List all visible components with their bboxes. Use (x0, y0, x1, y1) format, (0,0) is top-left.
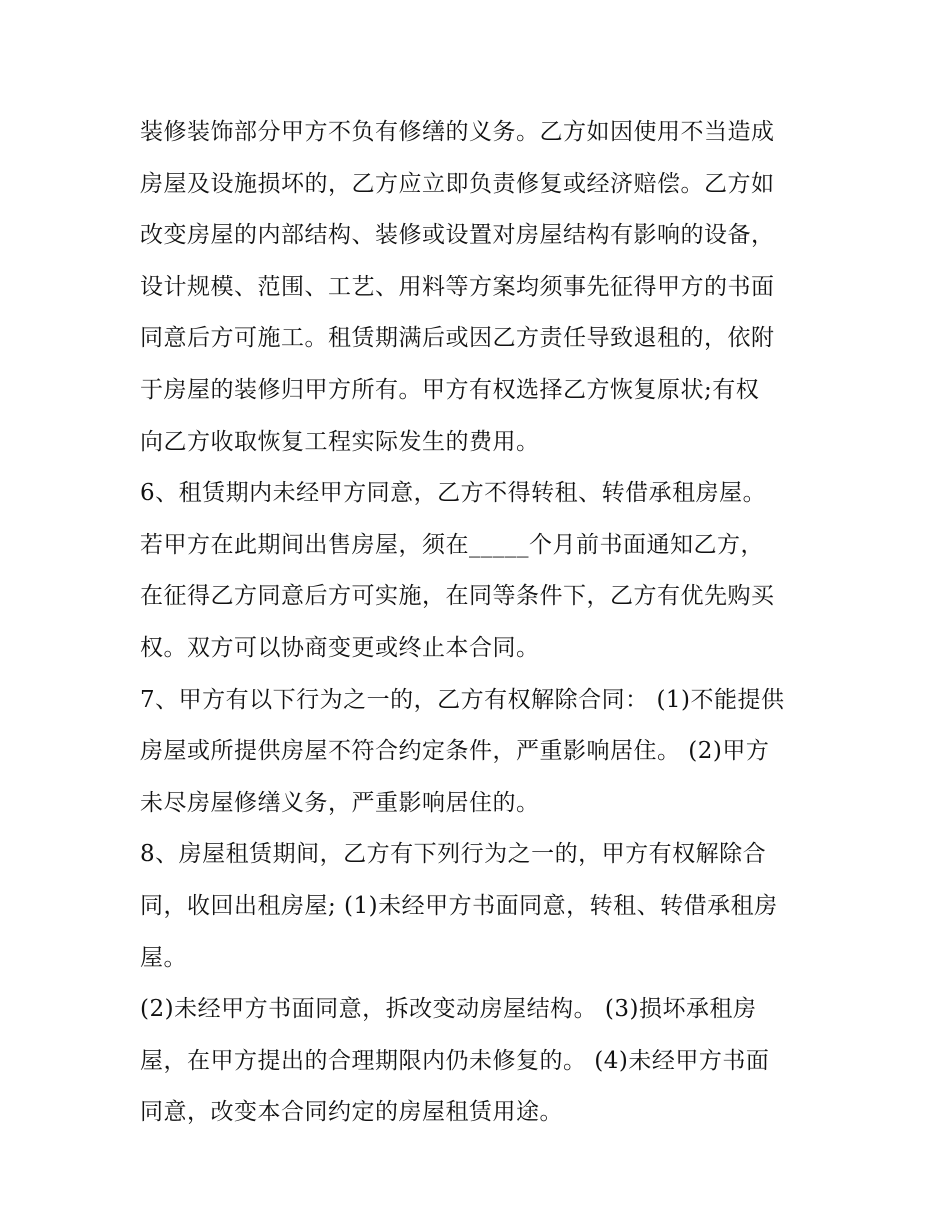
text-line: 改变房屋的内部结构、装修或设置对房屋结构有影响的设备， (140, 222, 775, 249)
text-line: 设计规模、范围、工艺、用料等方案均须事先征得甲方的书面 (140, 273, 775, 300)
clause-6-line: 6、租赁期内未经甲方同意，乙方不得转租、转借承租房屋。 (140, 480, 767, 507)
text-line: 房屋或所提供房屋不符合约定条件，严重影响居住。 (2)甲方 (140, 738, 770, 765)
text-line: 房屋及设施损坏的，乙方应立即负责修复或经济赔偿。乙方如 (140, 170, 775, 197)
text-line: 若甲方在此期间出售房屋，须在_____个月前书面通知乙方， (140, 531, 764, 558)
clause-8-line: 8、房屋租赁期间，乙方有下列行为之一的，甲方有权解除合 (140, 841, 767, 868)
document-body (140, 112, 820, 1144)
text-line: 权。双方可以协商变更或终止本合同。 (140, 634, 540, 661)
text-line: 在征得乙方同意后方可实施，在同等条件下，乙方有优先购买 (140, 583, 775, 610)
text-line: 未尽房屋修缮义务，严重影响居住的。 (140, 789, 540, 816)
text-line: (2)未经甲方书面同意，拆改变动房屋结构。 (3)损坏承租房 (140, 996, 757, 1023)
text-line: 于房屋的装修归甲方所有。甲方有权选择乙方恢复原状;有权 (140, 376, 760, 403)
text-line: 装修装饰部分甲方不负有修缮的义务。乙方如因使用不当造成 (140, 119, 775, 145)
text-line: 向乙方收取恢复工程实际发生的费用。 (140, 428, 540, 455)
text-line: 屋，在甲方提出的合理期限内仍未修复的。 (4)未经甲方书面 (140, 1047, 770, 1074)
text-line: 同意后方可施工。租赁期满后或因乙方责任导致退租的，依附 (140, 325, 775, 352)
text-line: 屋。 (140, 944, 187, 971)
clause-7-line: 7、甲方有以下行为之一的，乙方有权解除合同： (1)不能提供 (140, 686, 785, 713)
text-line: 同意，改变本合同约定的房屋租赁用途。 (140, 1099, 563, 1126)
text-line: 同，收回出租房屋; (1)未经甲方书面同意，转租、转借承租房 (140, 892, 778, 919)
